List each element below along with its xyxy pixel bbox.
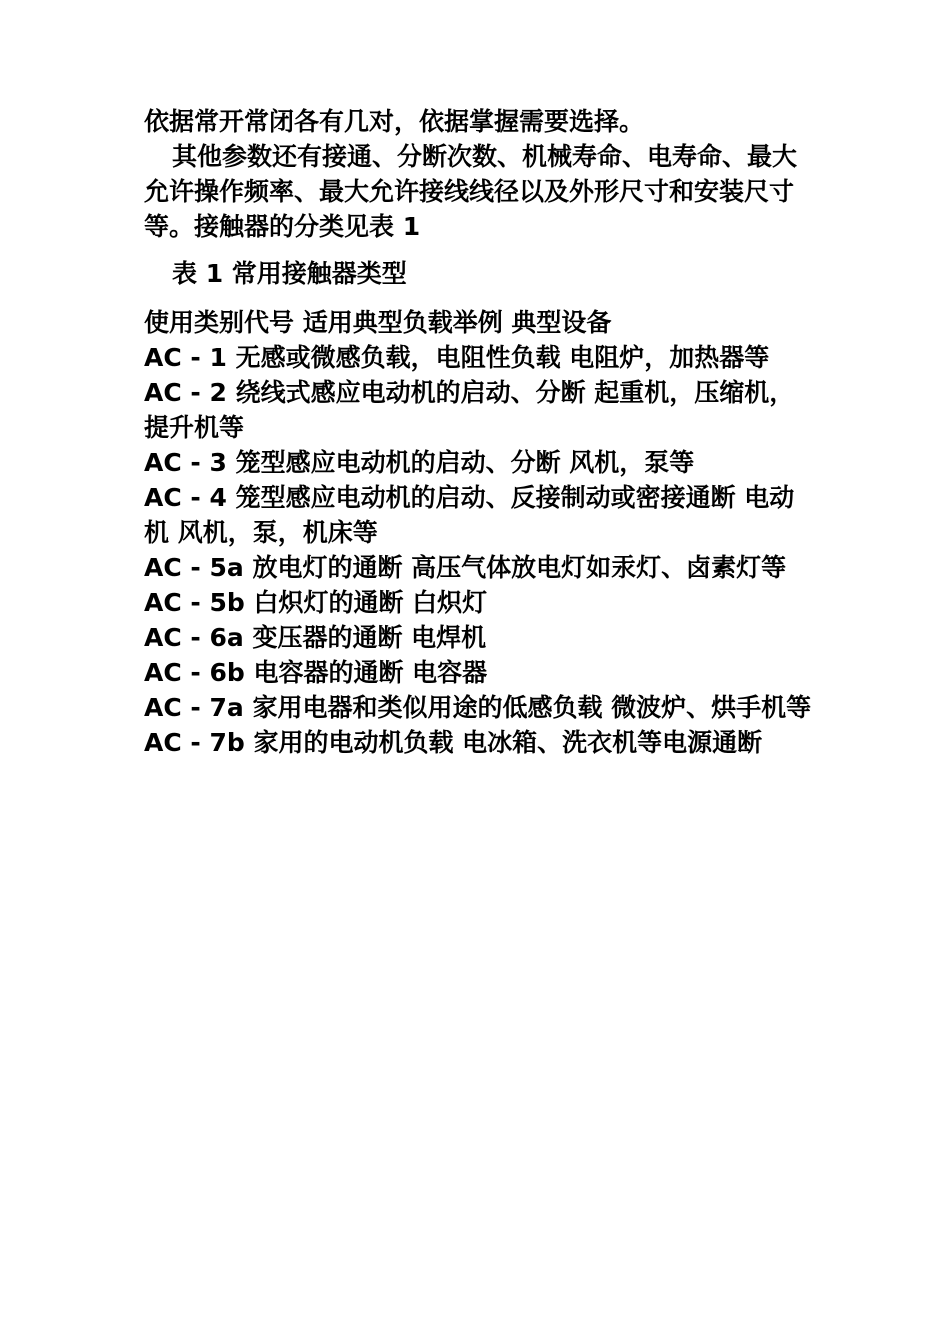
table-row-ac6a: AC - 6a 变压器的通断 电焊机 bbox=[144, 623, 487, 652]
paragraph-contacts: 依据常开常闭各有几对，依据掌握需要选择。 bbox=[144, 107, 645, 136]
table-row-ac7b: AC - 7b 家用的电动机负载 电冰箱、洗衣机等电源通断 bbox=[144, 728, 763, 757]
paragraph-other-parameters: 其他参数还有接通、分断次数、机械寿命、电寿命、最大允许操作频率、最大允许接线线径以及外形尺寸和安装尺寸等。接触器的分类见表 1 bbox=[144, 142, 798, 241]
table-row-ac5a: AC - 5a 放电灯的通断 高压气体放电灯如汞灯、卤素灯等 bbox=[144, 553, 787, 582]
table-header: 使用类别代号 适用典型负载举例 典型设备 bbox=[144, 308, 612, 337]
document-body bbox=[144, 104, 812, 760]
table-row-ac5b: AC - 5b 白炽灯的通断 白炽灯 bbox=[144, 588, 488, 617]
table-row-ac6b: AC - 6b 电容器的通断 电容器 bbox=[144, 658, 488, 687]
table-row-ac1: AC - 1 无感或微感负载，电阻性负载 电阻炉，加热器等 bbox=[144, 343, 770, 372]
table-row-ac4: AC - 4 笼型感应电动机的启动、反接制动或密接通断 电动机 风机，泵，机床等 bbox=[144, 483, 795, 547]
table-row-ac7a: AC - 7a 家用电器和类似用途的低感负载 微波炉、烘手机等 bbox=[144, 693, 812, 722]
table-row-ac3: AC - 3 笼型感应电动机的启动、分断 风机，泵等 bbox=[144, 448, 695, 477]
table-title: 表 1 常用接触器类型 bbox=[172, 259, 407, 288]
table-row-ac2: AC - 2 绕线式感应电动机的启动、分断 起重机，压缩机，提升机等 bbox=[144, 378, 795, 442]
